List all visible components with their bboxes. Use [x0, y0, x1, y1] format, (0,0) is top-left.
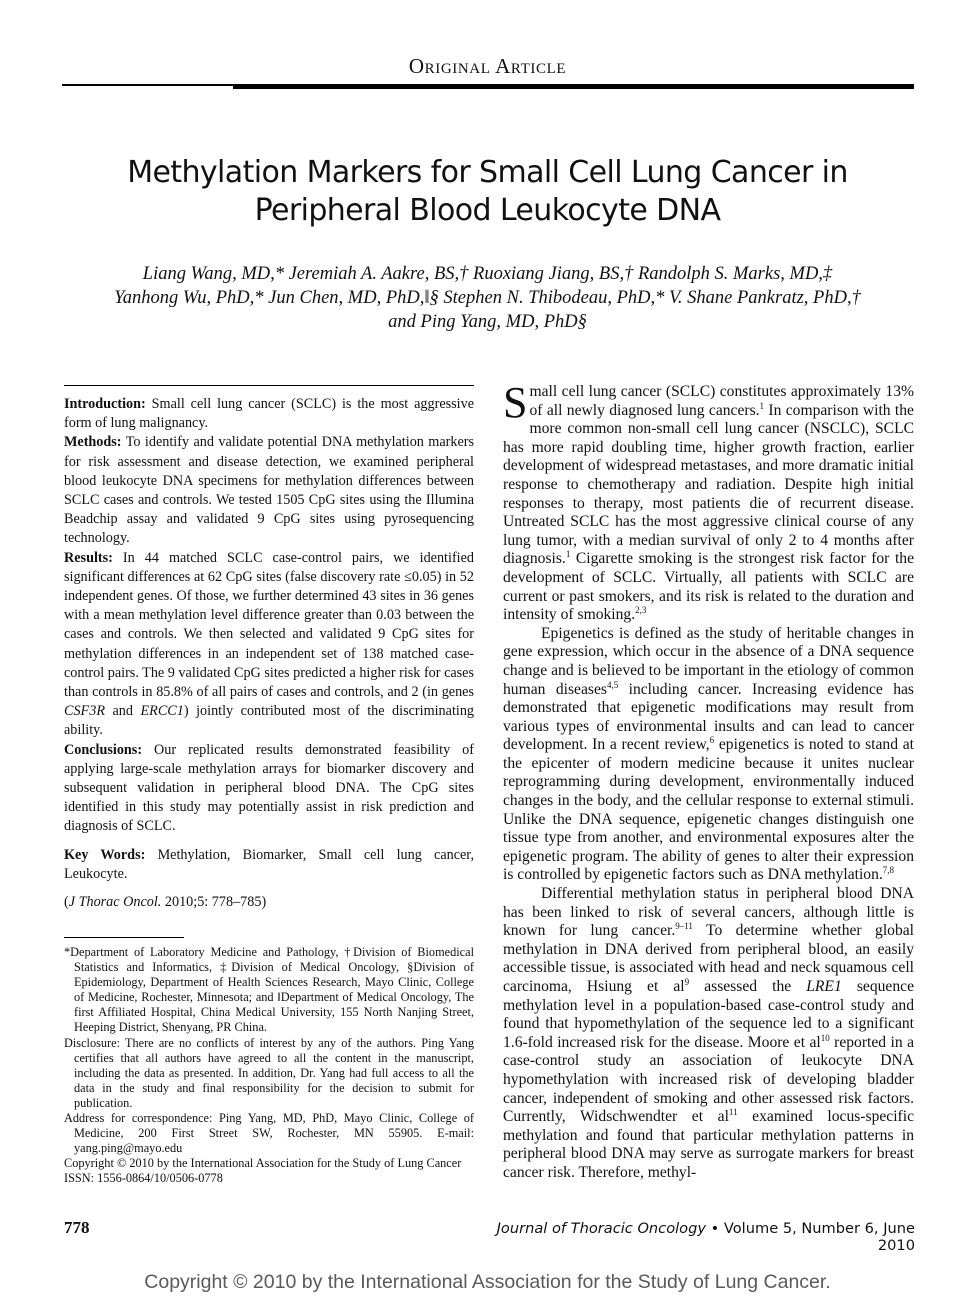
- ref-link[interactable]: 4,5: [606, 679, 619, 690]
- author-list: [60, 262, 915, 334]
- results-label: Results:: [64, 549, 113, 566]
- article-title: [60, 154, 915, 230]
- section-label: Original Article: [408, 54, 567, 78]
- conclusions-label: Conclusions:: [64, 741, 143, 758]
- p1-text-b: In comparison with the more common non-small cell lung cancer (NSCLC), SCLC has more rapid doubling time, higher growth fraction, earlier development of widespread metastases, and more dramatic initial response to chemotherapy and radiation. Despite high initial responses to therapy, most patients die of recurrent disease. Untreated SCLC has the most aggressive clinical course of any lung tumor, with a median survival of only 2 to 4 months after diagnosis.: [503, 401, 914, 568]
- p3-text-b: To determine whether global methylation in DNA derived from peripheral blood, an easily accessible tissue, is associated with head and neck squamous cell carcinoma, Hsiung et al: [503, 922, 914, 995]
- footnotes: [64, 945, 474, 1187]
- journal-citation: [64, 893, 474, 912]
- key-words-label: Key Words:: [64, 846, 146, 863]
- footnote-issn: ISSN: 1556-0864/10/0506-0778: [64, 1171, 223, 1186]
- key-words: [64, 846, 474, 884]
- p1-text-a: mall cell lung cancer (SCLC) constitutes approximately 13% of all newly diagnosed lung cancers.: [529, 383, 914, 419]
- journal-name: Journal of Thoracic Oncology: [496, 1220, 707, 1237]
- p3-text-f: examined locus-specific methylation and found that particular methylation patterns in peripheral blood DNA may serve as surrogate markers for breast cancer risk. Therefore, methyl-: [503, 1108, 914, 1181]
- body-paragraph-2: [503, 625, 914, 885]
- p2-text-b: including cancer. Increasing evidence has demonstrated that epigenetic modifications may result from various types of environmental insults and can lead to cancer development. In a recent review,: [503, 680, 914, 754]
- introduction-label: Introduction:: [64, 396, 146, 412]
- gene-ercc1: ERCC1: [140, 703, 184, 720]
- p3-text-a: Differential methylation status in peripheral blood DNA has been linked to risk of several cancers, although little is known for lung cancer.: [503, 885, 914, 940]
- authors-line-1: Liang Wang, MD,* Jeremiah A. Aakre, BS,† Ruoxiang Jiang, BS,† Randolph S. Marks, MD,‡: [142, 264, 833, 284]
- footnote-disclosure: Disclosure: There are no conflicts of interest by any of the authors. Ping Yang certifies that all authors have agreed to all the content in the manuscript, including the data as presented. In addition, Dr. Yang had full access to all the data in the study and final responsibility for the decision to submit for publication.: [64, 1035, 474, 1110]
- footnote-copyright: Copyright © 2010 by the International Association for the Study of Lung Cancer: [64, 1156, 462, 1171]
- page-number: 778: [64, 1218, 90, 1237]
- ref-link[interactable]: 1: [565, 549, 571, 560]
- header-rule-thick: [233, 84, 914, 89]
- footnote-rule: [64, 937, 184, 938]
- abstract: [64, 395, 474, 912]
- citation-journal: J Thorac Oncol.: [68, 894, 162, 911]
- body-text: [503, 378, 914, 1183]
- abstract-methods: [64, 433, 474, 548]
- body-paragraph-3: [503, 885, 914, 1183]
- authors-line-3: and Ping Yang, MD, PhD§: [388, 312, 587, 332]
- ref-link[interactable]: 7,8: [882, 865, 895, 876]
- introduction-text: Small cell lung cancer (SCLC) is the most aggressive form of lung malignancy.: [64, 396, 475, 432]
- footer-bullet: •: [710, 1220, 720, 1237]
- volume-info: Volume 5, Number 6, June 2010: [723, 1220, 915, 1254]
- title-line-1: Methylation Markers for Small Cell Lung Cancer in: [127, 155, 848, 190]
- key-words-text: Methylation, Biomarker, Small cell lung cancer, Leukocyte.: [64, 846, 475, 882]
- p3-text-e: reported in a case-control study an association of leukocyte DNA hypomethylation with increased risk of developing bladder cancer, independent of smoking and other assessed risk factors. Currently, Widschwendter et al: [503, 1033, 914, 1126]
- ref-link[interactable]: 10: [820, 1032, 830, 1043]
- body-paragraph-1: [503, 378, 914, 625]
- abstract-introduction: [64, 395, 474, 433]
- ref-link[interactable]: 6: [709, 735, 715, 746]
- results-text-end: ) jointly contributed most of the discriminating ability.: [64, 703, 475, 739]
- abstract-conclusions: [64, 741, 474, 837]
- ref-link[interactable]: 2,3: [635, 604, 647, 615]
- results-and: and: [112, 703, 133, 720]
- abstract-results: [64, 549, 474, 741]
- results-text: In 44 matched SCLC case-control pairs, we identified significant differences at 62 CpG sites (false discovery rate ≤0.05) in 52 independent genes. Of those, we further determined 43 sites in 36 genes with a mean methylation level difference greater than 0.03 between the cases and controls. We then selected and validated 9 CpG sites for methylation differences in an independent set of 138 matched case-control pairs. The 9 validated CpG sites predicted a higher risk for cases than controls in 85.8% of all pairs of cases and controls, and 2 (in genes: [64, 549, 475, 701]
- ref-link[interactable]: 9–11: [675, 921, 693, 932]
- methods-label: Methods:: [64, 434, 122, 451]
- citation-details: 2010;5: 778–785): [161, 894, 267, 911]
- conclusions-text: Our replicated results demonstrated feasibility of applying large-scale methylation arrays for biomarker discovery and subsequent validation in peripheral blood DNA. The CpG sites identified in this study may potentially assist in risk prediction and diagnosis of SCLC.: [64, 741, 474, 835]
- copyright-watermark: Copyright © 2010 by the International Association for the Study of Lung Cancer.: [144, 1271, 831, 1293]
- ref-link[interactable]: 9: [684, 976, 690, 987]
- authors-line-2: Yanhong Wu, PhD,* Jun Chen, MD, PhD,‖§ Stephen N. Thibodeau, PhD,* V. Shane Pankratz, PhD,†: [114, 288, 861, 308]
- footnote-correspondence: Address for correspondence: Ping Yang, MD, PhD, Mayo Clinic, College of Medicine, 200 First Street SW, Rochester, MN 55905. E-mail: yang.ping@mayo.edu: [64, 1111, 474, 1156]
- footnote-affiliations: *Department of Laboratory Medicine and Pathology, †Division of Biomedical Statistics and Informatics, ‡Division of Medical Oncology, §Division of Epidemiology, Department of Health Sciences Research, Mayo Clinic, College of Medicine, Rochester, Minnesota; and ‖Department of Medical Oncology, The first Affiliated Hospital, China Medical University, 155 North Nanjing Street, Heeping District, Shenyang, PR China.: [64, 945, 474, 1035]
- title-line-2: Peripheral Blood Leukocyte DNA: [254, 193, 721, 228]
- ref-link[interactable]: 11: [728, 1106, 738, 1117]
- gene-lre1: LRE1: [806, 978, 842, 995]
- p3-text-c: assessed the: [689, 978, 807, 995]
- drop-cap: S: [503, 378, 528, 427]
- abstract-rule: [64, 385, 474, 386]
- citation-open: (: [64, 894, 69, 911]
- running-footer: [460, 1220, 915, 1254]
- p2-text-c: epigenetics is noted to stand at the epicenter of modern medicine because it unites nuclear reprogramming during development, environmentally induced changes in the body, and the cellular response to external stimuli. Unlike the DNA sequence, epigenetic changes distinguish one tissue type from another, and environmental exposures alter the epigenetic program. The ability of genes to alter their expression is controlled by epigenetic factors such as DNA methylation.: [503, 736, 914, 884]
- p1-text-c: Cigarette smoking is the strongest risk factor for the development of SCLC. Virtually, all patients with SCLC are current or past smokers, and its risk is related to the duration and intensity of smoking.: [503, 550, 914, 624]
- methods-text: To identify and validate potential DNA methylation markers for risk assessment and disease detection, we examined peripheral blood leukocyte DNA specimens for methylation differences between SCLC cases and controls. We tested 1505 CpG sites using the Illumina Beadchip assay and validated 9 CpG sites using pyrosequencing technology.: [64, 434, 474, 547]
- ref-link[interactable]: 1: [759, 400, 765, 411]
- p2-text-a: Epigenetics is defined as the study of heritable changes in gene expression, which occur in the absence of a DNA sequence change and is believed to be important in the etiology of common human diseases: [503, 624, 914, 698]
- gene-csf3r: CSF3R: [64, 703, 105, 720]
- p3-text-d: sequence methylation level in a population-based case-control study and found that hypomethylation of the sequence led to a significant 1.6-fold increased risk for the disease. Moore et al: [503, 978, 914, 1051]
